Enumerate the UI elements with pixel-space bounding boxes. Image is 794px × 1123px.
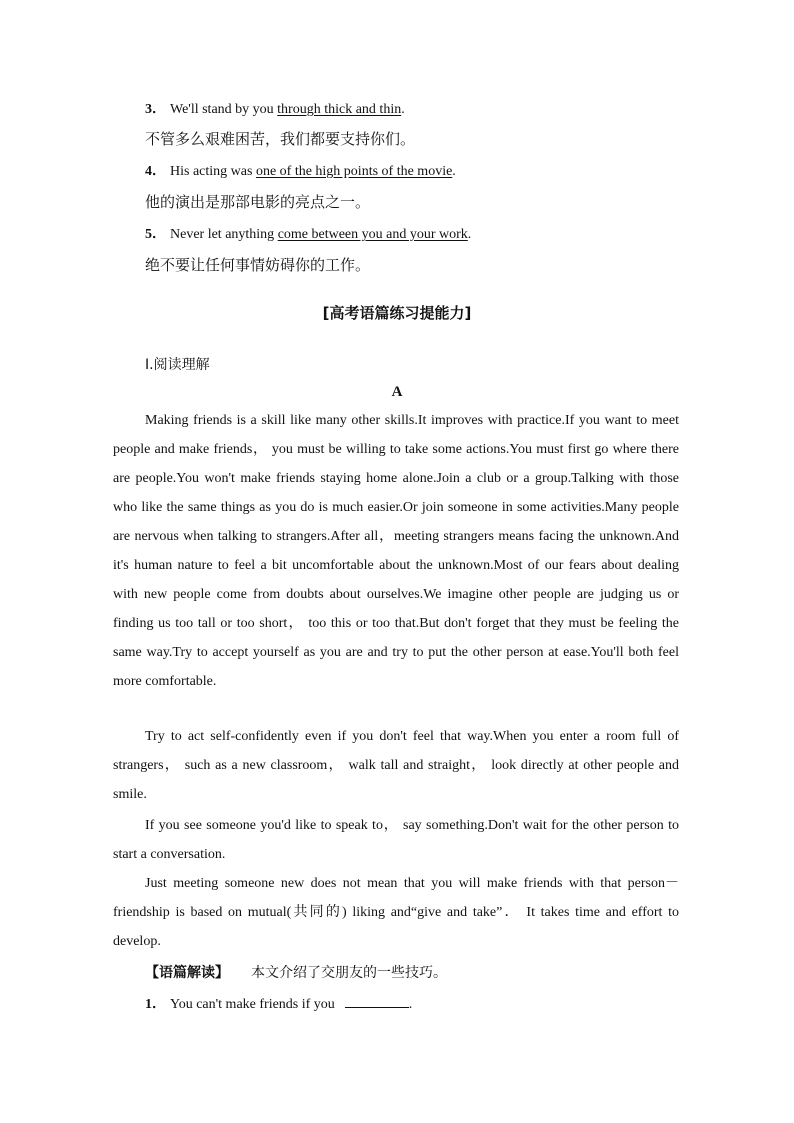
key-phrase: through thick and thin [277,102,402,117]
passage-title: A [391,384,403,400]
question-1: 1． You can't make friends if you . [145,997,413,1012]
interpretation-text: 本文介绍了交朋友的一些技巧。 [251,965,447,981]
part-heading: Ⅰ.阅读理解 [145,357,210,373]
passage-paragraph-2: Try to act self-confidently even if you don't feel that way.When you enter a room full of strangers， such as a new classroom， walk tall and straight， look directly at other people and smile. [113,729,679,802]
key-phrase: one of the high points of the movie [255,164,453,179]
answer-blank[interactable] [345,995,409,1008]
question-text: You can't make friends if you [170,997,335,1012]
sentence-4: 4． His acting was one of the high points of the movie. [145,164,456,179]
sentence-5: 5． Never let anything come between you and your work. [145,227,472,242]
interpretation-label: 【语篇解读】 [145,965,229,981]
key-phrase: come between you and your work [277,227,468,242]
sentence-4-translation: 他的演出是那部电影的亮点之一。 [145,193,371,211]
passage-interpretation [145,962,447,982]
passage-paragraph-3: If you see someone you'd like to speak to， say something.Don't wait for the other person to start a conversation. [113,818,679,862]
sentence-5-translation: 绝不要让任何事情妨碍你的工作。 [145,256,371,274]
sentence-3-translation: 不管多么艰难困苦，我们都要支持你们。 [145,130,416,148]
sentence-3: 3． We'll stand by you through thick and thin. [145,102,405,117]
section-title: [高考语篇练习提能力] [322,304,472,322]
passage-paragraph-1: Making friends is a skill like many other skills.It improves with practice.If you want to meet people and make friends， you must be willing to take some actions.You must first go where there are people.You won't make friends staying home alone.Join a club or a group.Talking with those who like the same things as you do is much easier.Or join someone in some activities.Many people are nervous when talking to strangers.After all，meeting strangers means facing the unknown.And it's human nature to feel a bit uncomfortable about the unknown.Most of our fears about dealing with new people come from doubts about ourselves.We imagine other people are judging us or finding us too tall or too short， too this or too that.But don't forget that they must be feeling the same way.Try to accept yourself as you are and try to put the other person at ease.You'll both feel more comfortable. [113,413,679,689]
passage-paragraph-4: Just meeting someone new does not mean that you will make friends with that person－friendship is based on mutual(共同的) liking and“give and take”． It takes time and effort to develop. [113,876,679,949]
